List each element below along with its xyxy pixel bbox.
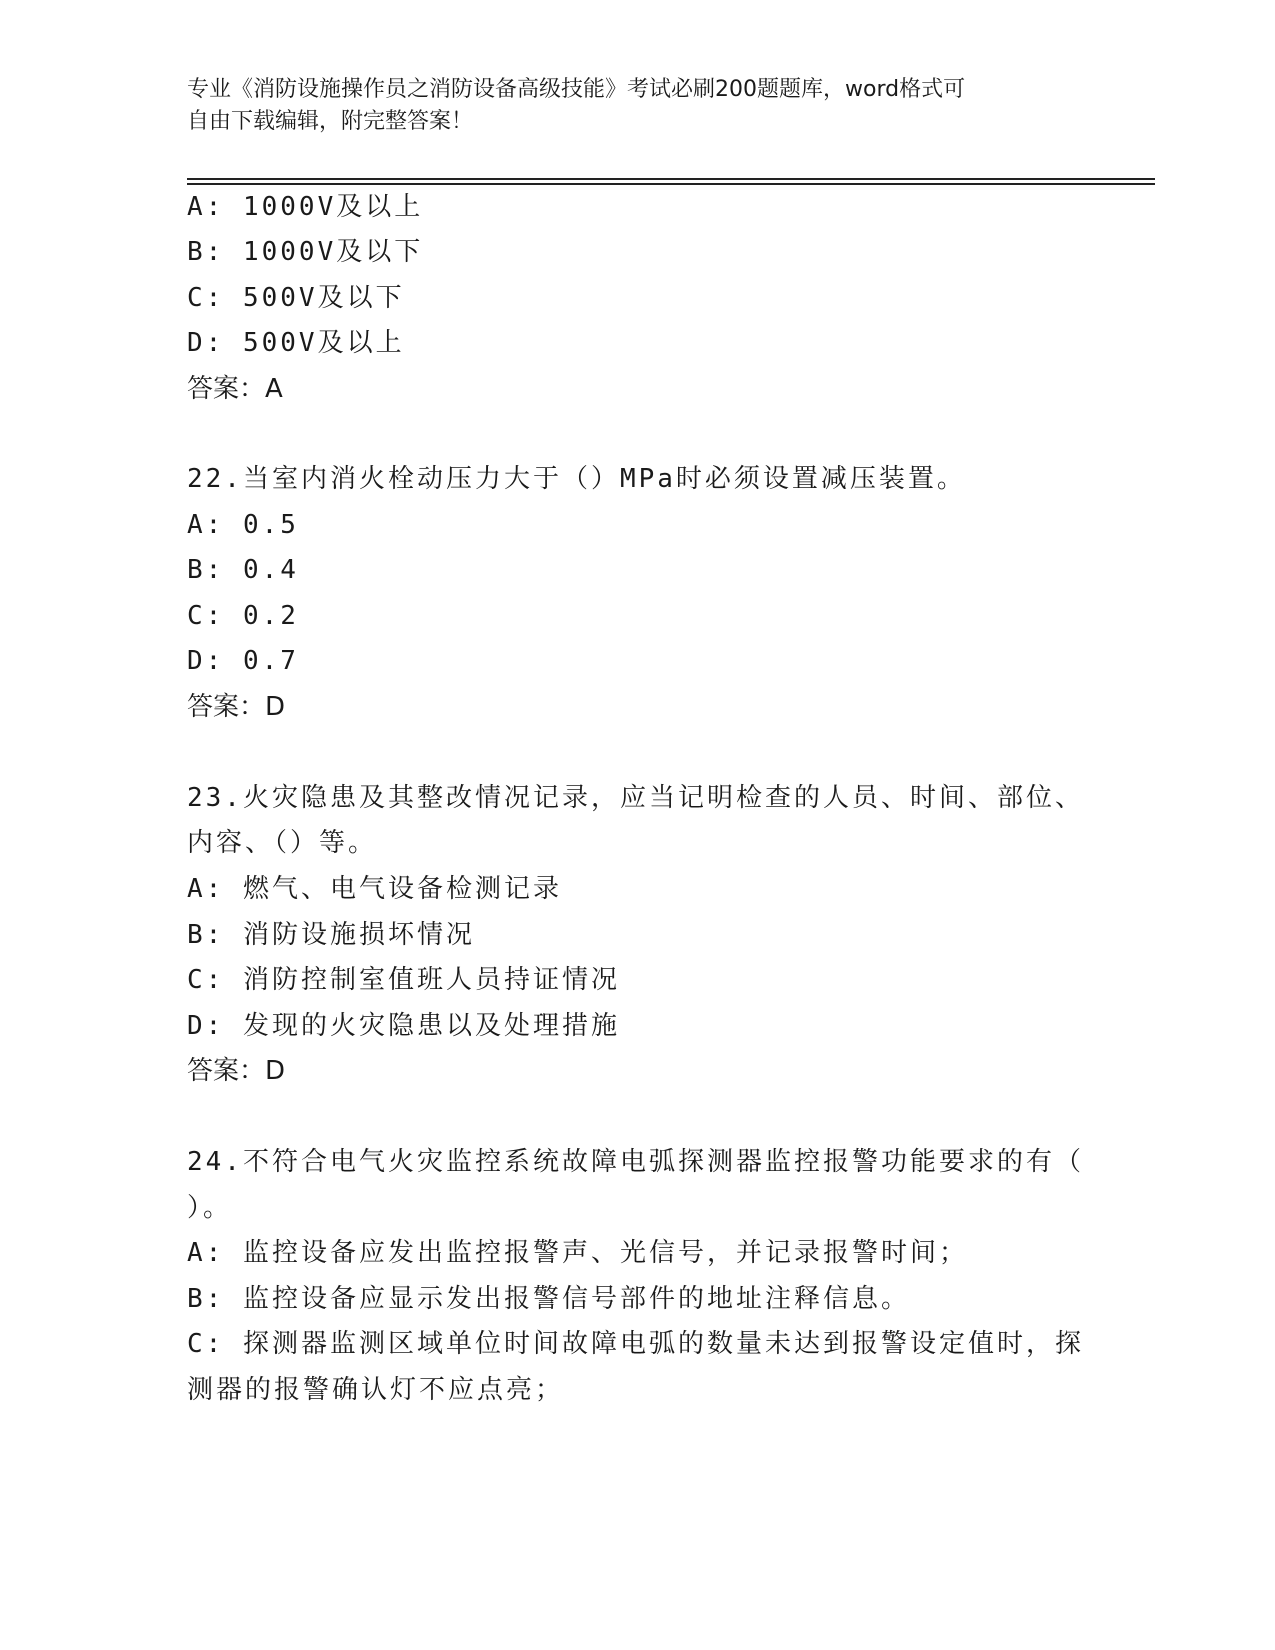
q23-option-b: B: 消防设施损坏情况 <box>187 920 475 950</box>
q22-option-d: D: 0.7 <box>187 646 299 676</box>
header-divider-bottom <box>187 183 1155 185</box>
header-divider-top <box>187 178 1155 180</box>
q24-question-line-1: 24.不符合电气火灾监控系统故障电弧探测器监控报警功能要求的有（ <box>187 1147 1084 1177</box>
q21-option-a: A: 1000V及以上 <box>187 192 424 222</box>
q24-question-line-2: ）。 <box>187 1193 233 1223</box>
q22-option-b: B: 0.4 <box>187 555 299 585</box>
header-line-2: 自由下载编辑，附完整答案！ <box>187 109 474 134</box>
q22-option-c: C: 0.2 <box>187 601 299 631</box>
q22-answer: 答案：D <box>187 692 286 722</box>
q24-option-c: C: 探测器监测区域单位时间故障电弧的数量未达到报警设定值时，探 <box>187 1329 1084 1359</box>
q24-option-b: B: 监控设备应显示发出报警信号部件的地址注释信息。 <box>187 1284 910 1314</box>
q24-option-c-continued: 测器的报警确认灯不应点亮； <box>187 1375 565 1405</box>
q23-option-c: C: 消防控制室值班人员持证情况 <box>187 965 620 995</box>
q23-option-a: A: 燃气、电气设备检测记录 <box>187 874 562 904</box>
q22-question: 22.当室内消火栓动压力大于（）MPa时必须设置减压装置。 <box>187 464 966 494</box>
q23-answer: 答案：D <box>187 1056 286 1086</box>
document-header <box>187 74 1067 138</box>
q21-option-c: C: 500V及以下 <box>187 283 405 313</box>
q21-answer: 答案：A <box>187 374 283 404</box>
q24-option-a: A: 监控设备应发出监控报警声、光信号，并记录报警时间； <box>187 1238 968 1268</box>
q22-option-a: A: 0.5 <box>187 510 299 540</box>
q21-option-b: B: 1000V及以下 <box>187 237 424 267</box>
q21-option-d: D: 500V及以上 <box>187 328 405 358</box>
q23-option-d: D: 发现的火灾隐患以及处理措施 <box>187 1011 620 1041</box>
q23-question-line-1: 23.火灾隐患及其整改情况记录，应当记明检查的人员、时间、部位、 <box>187 783 1084 813</box>
q23-question-line-2: 内容、（）等。 <box>187 828 378 858</box>
header-line-1: 专业《消防设施操作员之消防设备高级技能》考试必刷200题题库，word格式可 <box>187 77 966 102</box>
